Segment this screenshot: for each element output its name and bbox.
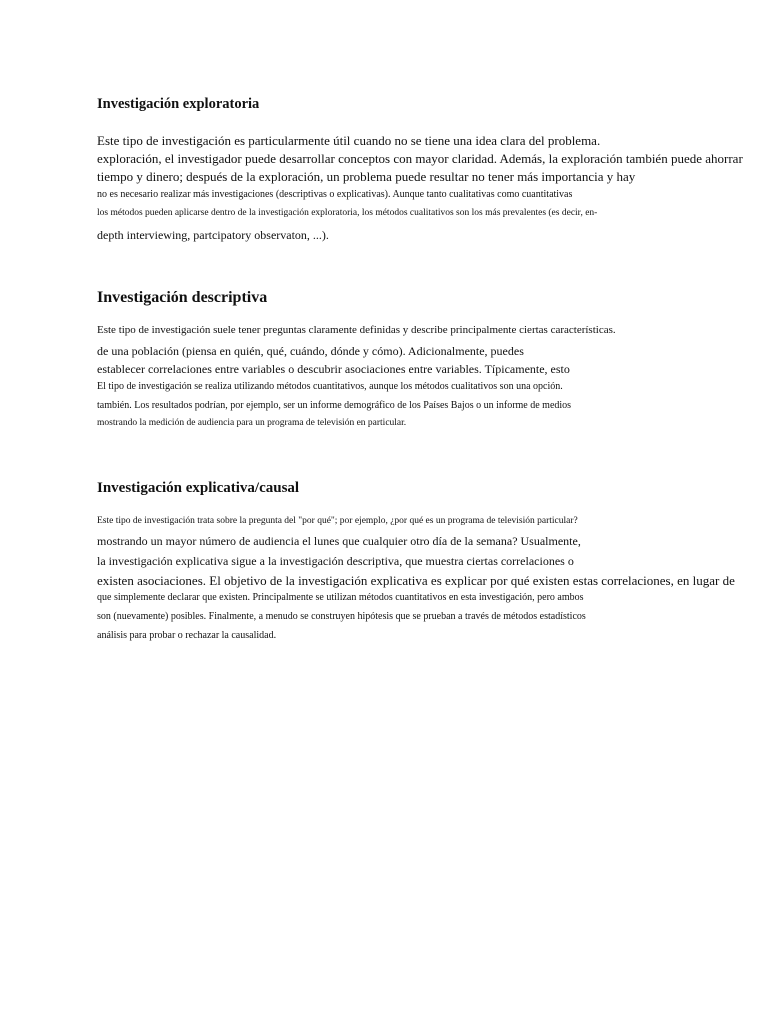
paragraph-line: mostrando un mayor número de audiencia el lunes que cualquier otro día de la semana? Usualmente, [97, 534, 581, 548]
paragraph-line: la investigación explicativa sigue a la investigación descriptiva, que muestra ciertas correlaciones o [97, 554, 574, 568]
paragraph-line: de una población (piensa en quién, qué, cuándo, dónde y cómo). Adicionalmente, puedes [97, 344, 524, 358]
paragraph-line: Este tipo de investigación trata sobre la pregunta del "por qué"; por ejemplo, ¿por qué es un programa de televisión particular? [97, 516, 578, 526]
paragraph-line: que simplemente declarar que existen. Principalmente se utilizan métodos cuantitativos en esta investigación, pero ambos [97, 592, 584, 603]
paragraph-line: análisis para probar o rechazar la causalidad. [97, 630, 277, 641]
paragraph-line: Este tipo de investigación suele tener preguntas claramente definidas y describe principalmente ciertas características. [97, 324, 616, 336]
section-title-descriptive: Investigación descriptiva [97, 289, 268, 306]
paragraph-line: existen asociaciones. El objetivo de la investigación explicativa es explicar por qué existen estas correlaciones, en lugar de [97, 573, 735, 588]
paragraph-line: mostrando la medición de audiencia para un programa de televisión en particular. [97, 418, 407, 428]
paragraph-line: tiempo y dinero; después de la exploración, un problema puede resultar no tener más importancia y hay [97, 169, 636, 184]
paragraph-line: establecer correlaciones entre variables o descubrir asociaciones entre variables. Típicamente, esto [97, 362, 570, 376]
section-title-exploratory: Investigación exploratoria [97, 96, 260, 112]
paragraph-line: depth interviewing, partcipatory observaton, ...). [97, 228, 329, 242]
paragraph-line: son (nuevamente) posibles. Finalmente, a menudo se construyen hipótesis que se prueban a través de métodos estadísticos [97, 611, 586, 622]
paragraph-line: no es necesario realizar más investigaciones (descriptivas o explicativas). Aunque tanto cualitativas como cuantitativas [97, 189, 573, 200]
paragraph-line: El tipo de investigación se realiza utilizando métodos cuantitativos, aunque los métodos cualitativos son una opción. [97, 381, 563, 392]
paragraph-line: los métodos pueden aplicarse dentro de la investigación exploratoria, los métodos cualitativos son los más prevalentes (es decir, en- [97, 208, 598, 218]
paragraph-line: Este tipo de investigación es particularmente útil cuando no se tiene una idea clara del problema. [97, 133, 601, 148]
paragraph-line: también. Los resultados podrían, por ejemplo, ser un informe demográfico de los Países Bajos o un informe de medios [97, 400, 572, 411]
paragraph-line: exploración, el investigador puede desarrollar conceptos con mayor claridad. Además, la exploración también puede ahorrar [97, 151, 743, 166]
section-title-explanatory: Investigación explicativa/causal [97, 480, 300, 496]
